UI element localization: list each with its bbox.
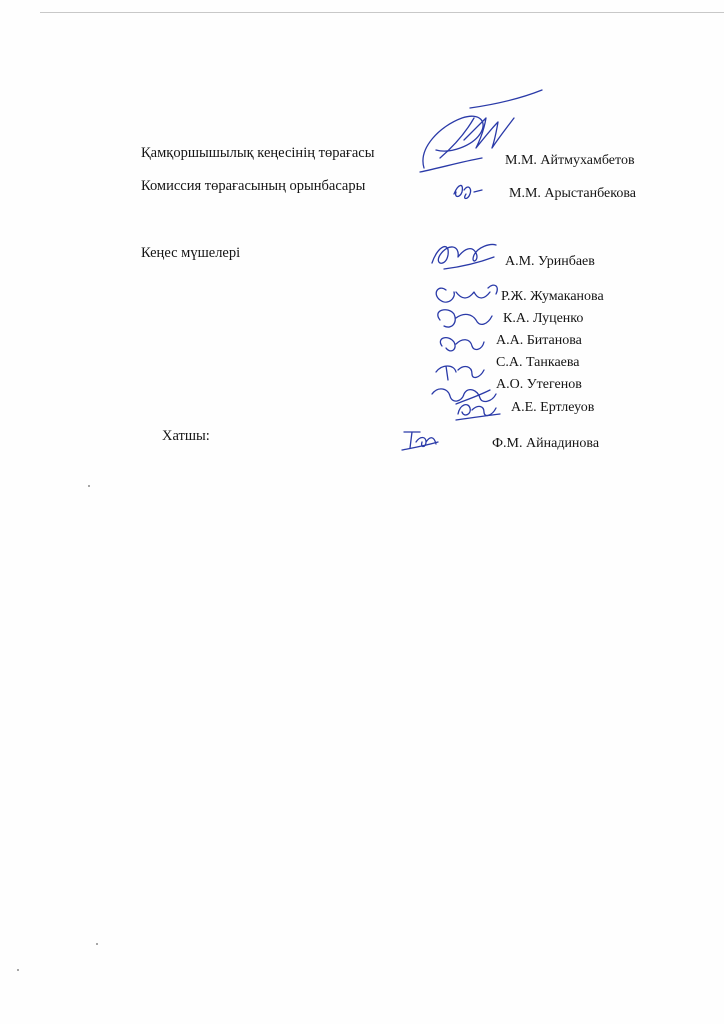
member-name-3: К.А. Луценко (503, 311, 584, 326)
member-name-1: А.М. Уринбаев (505, 254, 595, 269)
role-deputy-label: Комиссия төрағасының орынбасары (141, 178, 366, 194)
role-secretary-label: Хатшы: (162, 428, 210, 444)
role-chairman-label: Қамқоршышылық кеңесінің төрағасы (141, 145, 375, 161)
name-secretary: Ф.М. Айнадинова (492, 436, 600, 451)
name-chairman: М.М. Айтмухамбетов (505, 153, 635, 168)
scan-speck (96, 943, 98, 945)
member-name-4: А.А. Битанова (496, 333, 582, 348)
role-members-label: Кеңес мүшелері (141, 245, 241, 261)
member-name-6: А.О. Утегенов (496, 377, 582, 392)
member-1-signature (424, 235, 504, 275)
chairman-signature (410, 88, 550, 183)
scan-edge-line (40, 12, 724, 13)
members-signatures-stack (426, 280, 516, 410)
member-7-signature (450, 394, 506, 424)
scan-speck (88, 485, 90, 487)
deputy-signature (448, 176, 488, 204)
secretary-signature (398, 424, 442, 454)
name-deputy: М.М. Арыстанбекова (509, 186, 637, 201)
scan-speck (17, 969, 19, 971)
member-name-2: Р.Ж. Жумаканова (501, 289, 604, 304)
member-name-5: С.А. Танкаева (496, 355, 580, 370)
member-name-7: А.Е. Ертлеуов (511, 400, 595, 415)
